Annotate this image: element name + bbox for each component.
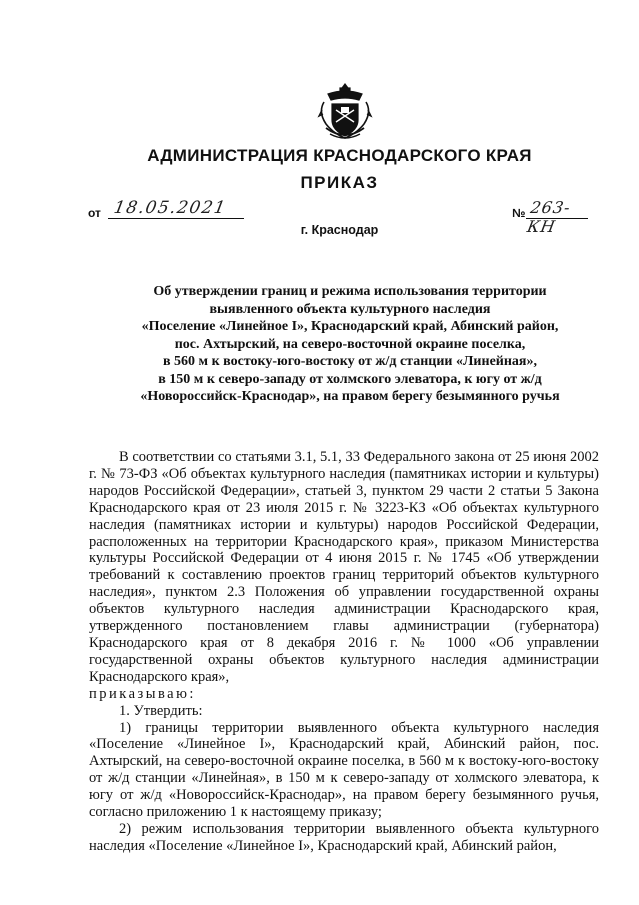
city-name: г. Краснодар (300, 223, 379, 237)
item-1: 1. Утвердить: (119, 702, 203, 719)
document-type: ПРИКАЗ (300, 173, 379, 192)
handwritten-date: 18.05.2021 (112, 198, 229, 218)
title-line: выявленного объекта культурного наследия (209, 301, 491, 317)
document-header (0, 145, 639, 194)
title-line: в 150 м к северо-западу от холмского элеватора, к югу от ж/д (158, 371, 542, 387)
date-prefix: от (88, 206, 101, 220)
document-body (89, 449, 599, 855)
krasnodar-coat-of-arms-icon (316, 80, 374, 144)
item-1-2: 2) режим использования территории выявленного объекта культурного наследия «Поселение «Линейное I», Краснодарский край, Абинский район, (89, 820, 599, 854)
order-word: приказываю: (89, 685, 196, 702)
organization-name: АДМИНИСТРАЦИЯ КРАСНОДАРСКОГО КРАЯ (147, 146, 532, 165)
title-line: Об утверждении границ и режима использования территории (153, 284, 547, 299)
handwritten-number: 263-КН (525, 198, 573, 236)
date-underline (108, 218, 244, 219)
title-line: в 560 м к востоку-юго-востоку от ж/д станции «Линейная», (162, 354, 537, 369)
title-line: «Новороссийск-Краснодар», на правом берегу безымянного ручья (140, 389, 560, 404)
title-line: пос. Ахтырский, на северо-восточной окраине поселка, (174, 336, 526, 352)
number-prefix: № (512, 206, 526, 220)
preamble-paragraph: В соответствии со статьями 3.1, 5.1, 33 Федерального закона от 25 июня 2002 г. № 73-ФЗ «Об объектах культурного наследия (памятниках истории и культуры) народов Российской Федерации», статьей 3, пунктом 29 части 2 статьи 5 Закона Краснодарского края от 23 июля 2015 г. № 3223-КЗ «Об объектах культурного наследия (памятниках истории и культуры) народов Российской Федерации, расположенных на территории Краснодарского края», приказом Министерства культуры Российской Федерации от 4 июня 2015 г. № 1745 «Об утверждении требований к составлению проектов границ территорий объектов культурного наследия», пунктом 2.3 Положения об управлении государственной охраны объектов культурного наследия администрации Краснодарского края, утвержденного постановлением главы администрации (губернатора) Краснодарского края от 8 декабря 2016 г. № 1000 «Об управлении государственной охраны объектов культурного наследия администрации Краснодарского края», (89, 449, 599, 685)
item-1-1: 1) границы территории выявленного объекта культурного наследия «Поселение «Линейное I», Краснодарский край, Абинский район, пос. Ахтырский, на северо-восточной окраине поселка, в 560 м к востоку-юго-востоку от ж/д станции «Линейная», в 150 м к северо-западу от холмского элеватора, к югу от ж/д «Новороссийск-Краснодар», на правом берегу безымянного ручья, согласно приложению 1 к настоящему приказу; (89, 719, 599, 821)
title-line: «Поселение «Линейное I», Краснодарский край, Абинский район, (141, 319, 559, 334)
document-title (90, 283, 610, 406)
